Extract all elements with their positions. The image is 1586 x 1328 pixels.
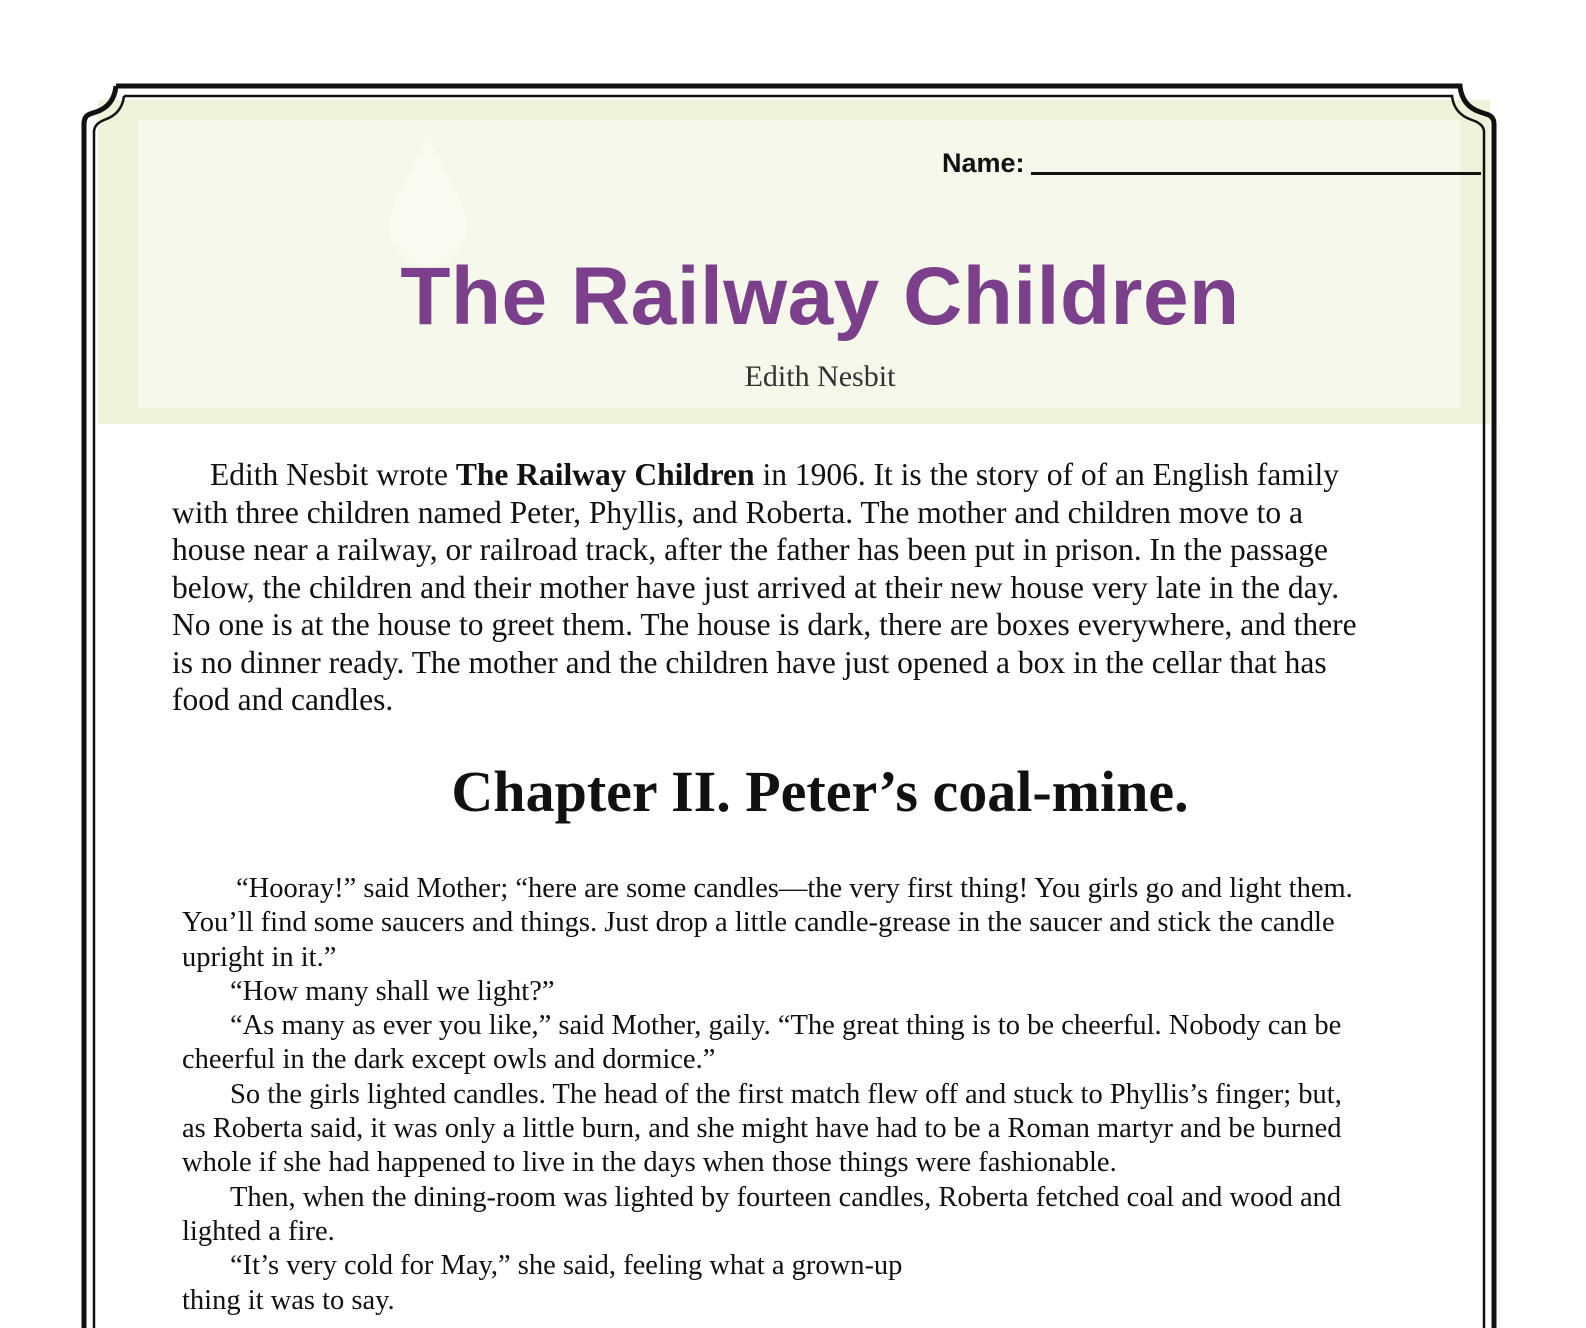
- author-name: Edith Nesbit: [744, 360, 896, 393]
- story-line: whole if she had happened to live in the days when those things were fashionable.: [182, 1147, 1117, 1179]
- intro-line: No one is at the house to greet them. The house is dark, there are boxes everywhere, and there: [172, 607, 1357, 642]
- story-line: “It’s very cold for May,” she said, feeling what a grown-up: [230, 1250, 903, 1282]
- name-field[interactable]: [942, 148, 1502, 179]
- intro-line: food and candles.: [172, 682, 394, 717]
- page-title: The Railway Children: [400, 251, 1240, 342]
- name-blank-line: [1031, 172, 1481, 175]
- story-line: cheerful in the dark except owls and dormice.”: [182, 1044, 716, 1076]
- story-line: “Hooray!” said Mother; “here are some candles—the very first thing! You girls go and light them.: [236, 873, 1353, 904]
- intro-line: is no dinner ready. The mother and the children have just opened a box in the cellar that has: [172, 644, 1327, 680]
- story-line: upright in it.”: [182, 941, 337, 973]
- story-passage: [182, 872, 1482, 1318]
- story-line: lighted a fire.: [182, 1215, 335, 1247]
- story-line: as Roberta said, it was only a little burn, and she might have had to be a Roman martyr and be burned: [182, 1113, 1342, 1145]
- story-line: You’ll find some saucers and things. Just drop a little candle-grease in the saucer and stick the candle: [182, 907, 1335, 939]
- intro-line: house near a railway, or railroad track, after the father has been put in prison. In the passage: [172, 532, 1328, 567]
- story-line: Then, when the dining-room was lighted by fourteen candles, Roberta fetched coal and wood and: [230, 1181, 1342, 1213]
- story-line: “As many as ever you like,” said Mother, gaily. “The great thing is to be cheerful. Nobody can be: [230, 1010, 1342, 1042]
- intro-line: with three children named Peter, Phyllis, and Roberta. The mother and children move to a: [172, 494, 1303, 530]
- intro-book-title: The Railway Children: [455, 457, 755, 492]
- intro-paragraph: [172, 456, 1482, 719]
- chapter-heading: Chapter II. Peter’s coal-mine.: [451, 759, 1189, 824]
- name-label: Name:: [942, 148, 1025, 178]
- story-line: “How many shall we light?”: [230, 975, 555, 1007]
- intro-line: below, the children and their mother have just arrived at their new house very late in the day.: [172, 569, 1340, 605]
- story-line: thing it was to say.: [182, 1284, 395, 1316]
- intro-line: Edith Nesbit wrote The Railway Children in 1906. It is the story of of an English family: [210, 457, 1339, 492]
- story-line: So the girls lighted candles. The head of the first match flew off and stuck to Phyllis’s finger; but,: [230, 1078, 1342, 1110]
